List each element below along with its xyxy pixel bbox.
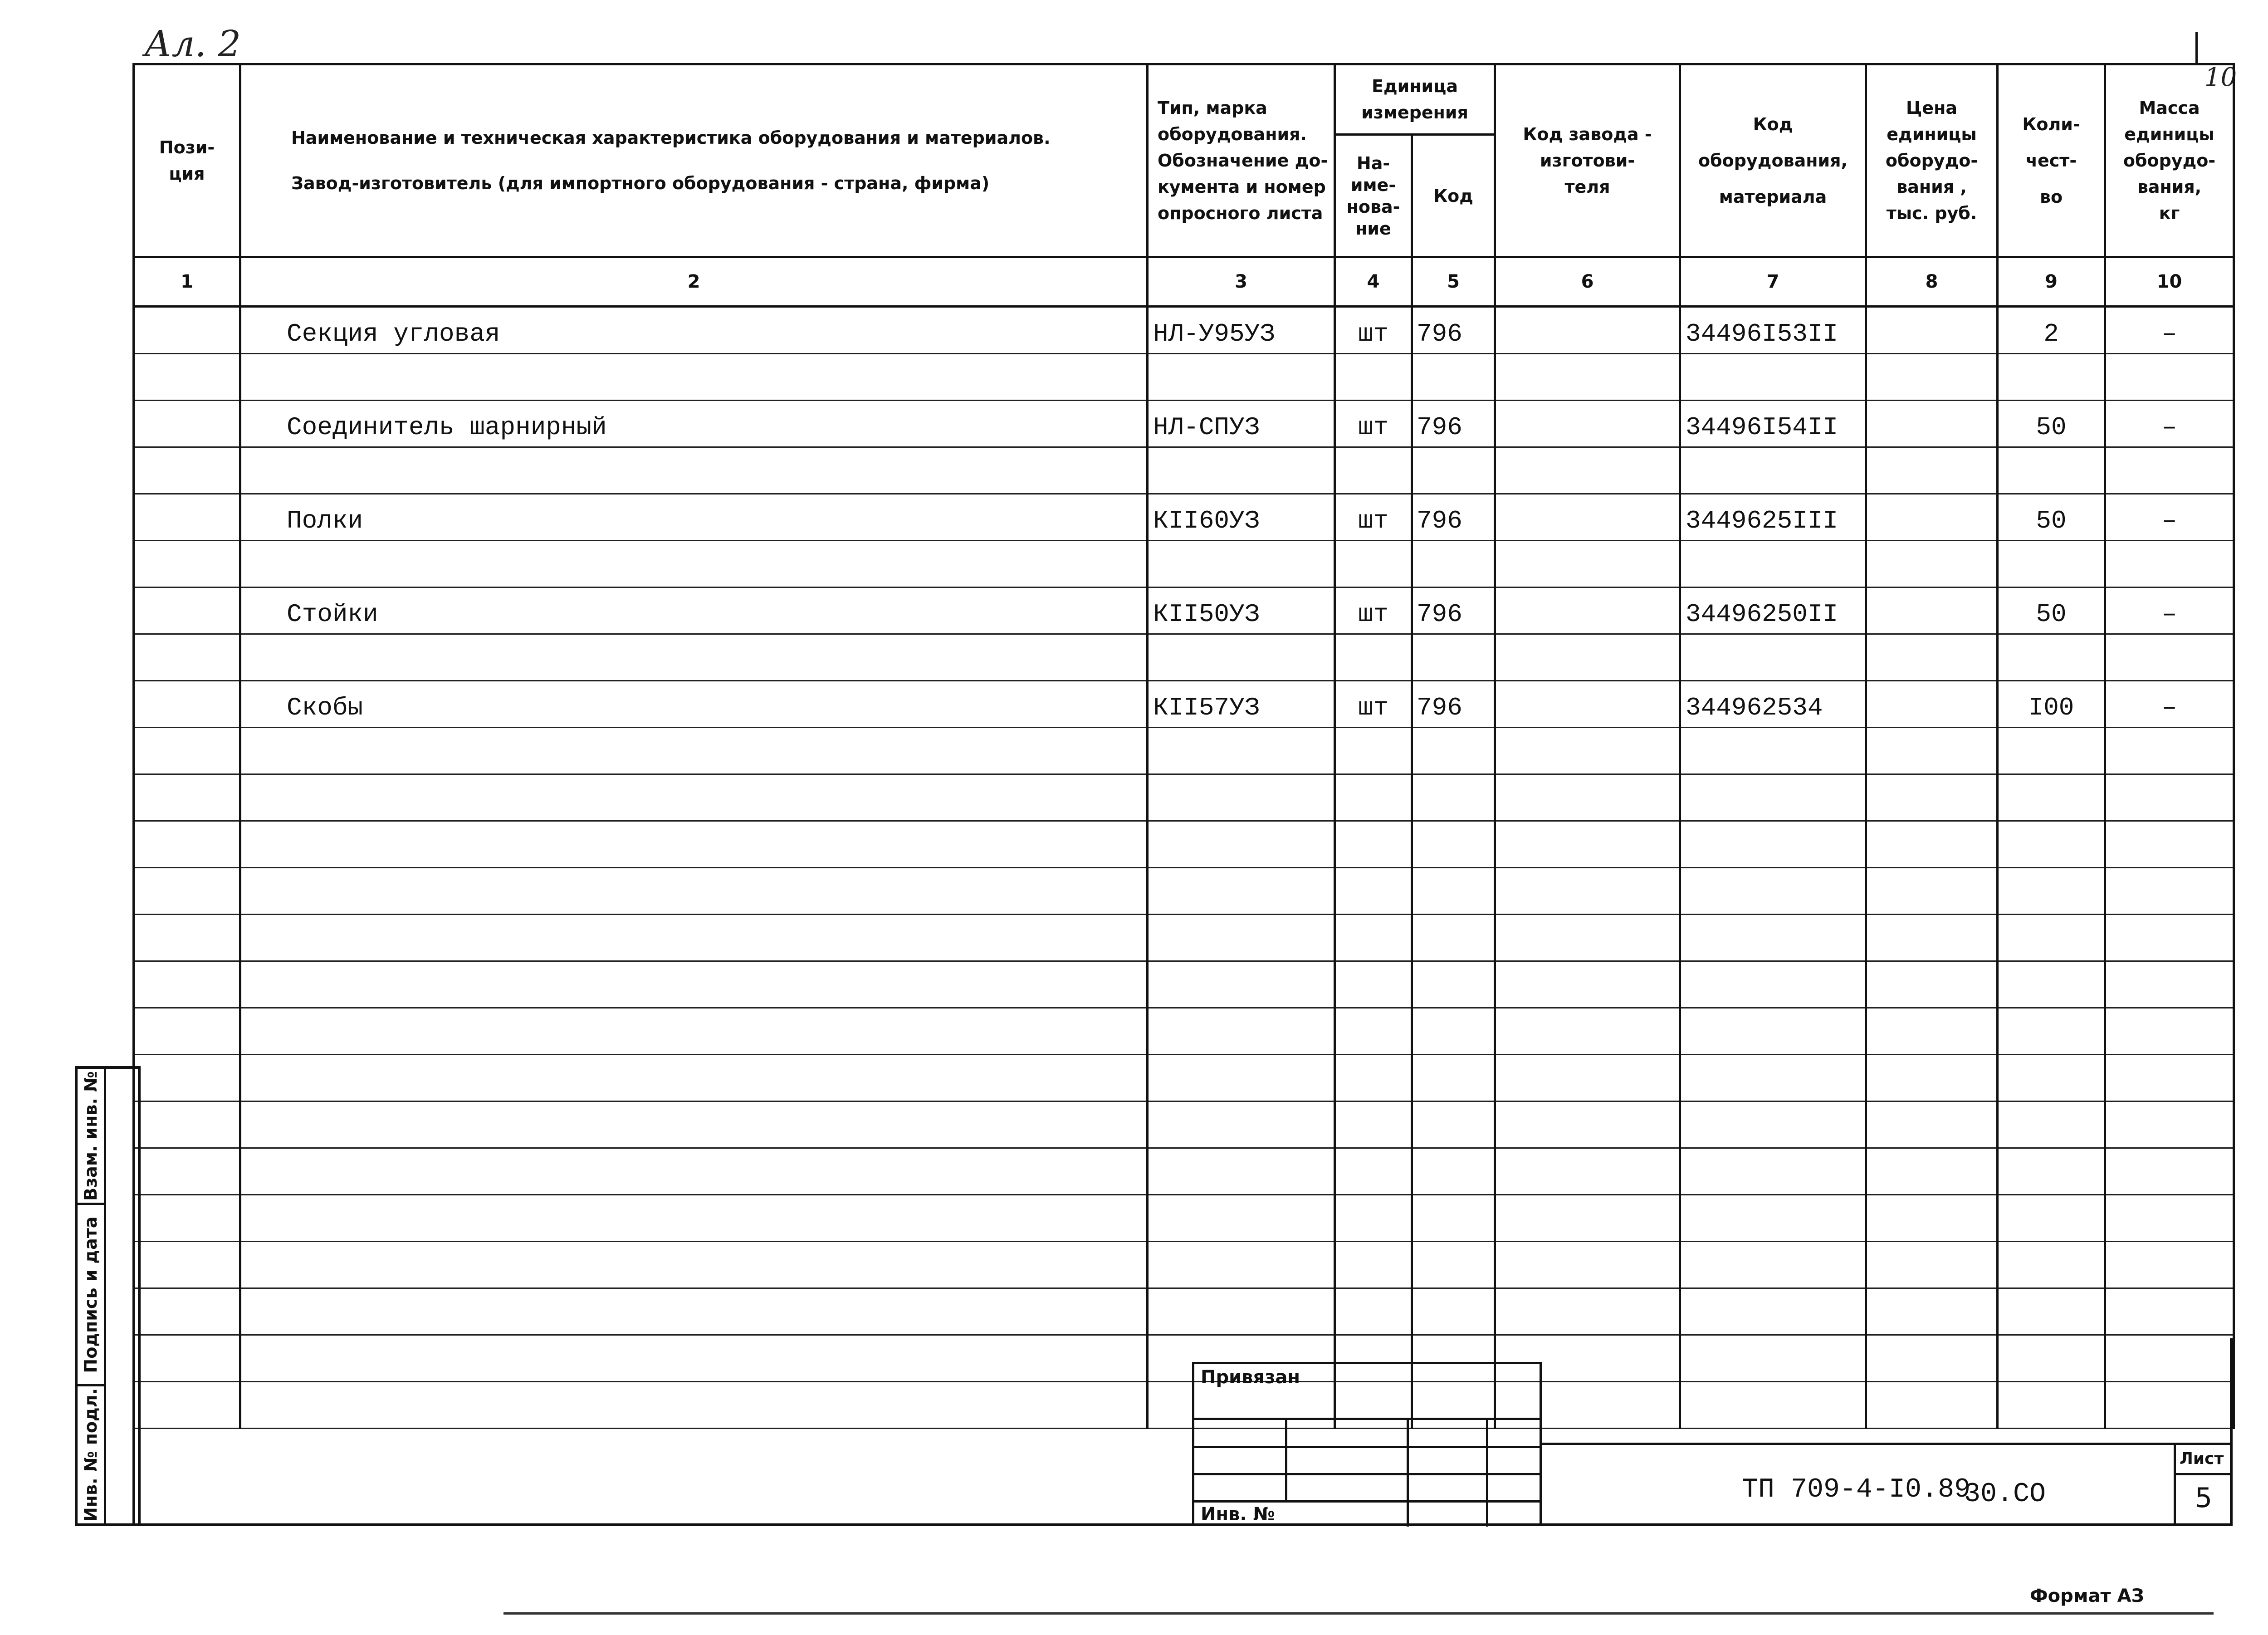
sheet-block [2174,1443,2233,1526]
cell-equipment-code [1680,728,1866,774]
table-row [134,587,2234,634]
cell-position [134,961,240,1008]
cell-unit-code [1412,1055,1495,1101]
cell-unit [1335,821,1412,868]
cell-quantity [1998,961,2105,1008]
cell-price [1866,447,1998,494]
table-row [134,634,2234,681]
footer-rule [503,1612,2214,1615]
cell-unit [1335,541,1412,587]
cell-unit [1335,1195,1412,1242]
cell-unit-code [1412,1101,1495,1148]
col-num: 3 [1148,257,1335,307]
cell-mass [2105,728,2234,774]
cell-unit-code [1412,541,1495,587]
cell-type [1148,1148,1335,1195]
column-number-row [134,257,2234,307]
cell-price [1866,401,1998,447]
cell-quantity [1998,541,2105,587]
table-row [134,541,2234,587]
cell-equipment-code [1680,1055,1866,1101]
cell-price [1866,1055,1998,1101]
cell-unit-code [1412,1288,1495,1335]
cell-type [1148,634,1335,681]
cell-position [134,541,240,587]
cell-mass [2105,1242,2234,1288]
cell-factory-code [1495,961,1680,1008]
cell-factory-code [1495,821,1680,868]
cell-unit: шт [1335,401,1412,447]
cell-position [134,1101,240,1148]
cell-type: КII50УЗ [1148,587,1335,634]
cell-name: Соединитель шарнирный [240,401,1148,447]
cell-position [134,1288,240,1335]
header-type: Тип, марка оборудования. Обозначение до- кумента и номер опросного листа [1148,64,1335,257]
cell-price [1866,961,1998,1008]
doc-code: ТП 709-4-I0.89 [1742,1474,1971,1505]
cell-unit-code [1412,1195,1495,1242]
cell-equipment-code [1680,1101,1866,1148]
stamp-label-vzam: Взам. инв. № [81,1071,101,1201]
cell-equipment-code: 3449625III [1680,494,1866,541]
stamp-cell-inv [78,1386,106,1523]
cell-equipment-code [1680,447,1866,494]
binding-block [1192,1362,1542,1526]
cell-quantity [1998,354,2105,401]
col-num: 2 [240,257,1148,307]
cell-position [134,634,240,681]
cell-unit-code: 796 [1412,307,1495,354]
cell-type [1148,541,1335,587]
cell-type [1148,354,1335,401]
cell-position [134,307,240,354]
cell-type [1148,1101,1335,1148]
cell-quantity [1998,447,2105,494]
cell-unit [1335,1148,1412,1195]
cell-factory-code [1495,494,1680,541]
cell-quantity [1998,728,2105,774]
cell-equipment-code [1680,774,1866,821]
cell-equipment-code: 34496250II [1680,587,1866,634]
specification-body [134,307,2234,1429]
cell-factory-code [1495,447,1680,494]
cell-mass [2105,821,2234,868]
cell-type [1148,915,1335,961]
cell-equipment-code [1680,1242,1866,1288]
header-price: Цена единицы оборудо- вания , тыс. руб. [1866,64,1998,257]
cell-position [134,354,240,401]
cell-quantity [1998,868,2105,915]
cell-unit-code [1412,1008,1495,1055]
cell-equipment-code [1680,1148,1866,1195]
cell-type: КII60УЗ [1148,494,1335,541]
cell-unit-code [1412,961,1495,1008]
cell-equipment-code [1680,634,1866,681]
cell-name [240,354,1148,401]
cell-name [240,774,1148,821]
cell-type [1148,447,1335,494]
specification-table [132,63,2235,1429]
stamp-label-podpis: Подпись и дата [81,1216,101,1373]
cell-quantity [1998,1148,2105,1195]
table-row [134,868,2234,915]
cell-factory-code [1495,634,1680,681]
header-unit-name: На- име- нова- ние [1335,135,1412,257]
cell-mass [2105,541,2234,587]
cell-type [1148,728,1335,774]
cell-mass [2105,354,2234,401]
handwritten-sheet-note: Ал. 2 [144,23,241,65]
cell-quantity: I00 [1998,681,2105,728]
table-row [134,354,2234,401]
cell-factory-code [1495,1195,1680,1242]
cell-price [1866,681,1998,728]
cell-price [1866,868,1998,915]
header-row-1 [134,64,2234,135]
binding-label: Привязан [1201,1367,1300,1388]
cell-name [240,961,1148,1008]
top-right-corner-mark [2195,32,2238,64]
col-num: 1 [134,257,240,307]
cell-price [1866,1288,1998,1335]
cell-position [134,494,240,541]
cell-unit [1335,961,1412,1008]
cell-factory-code [1495,681,1680,728]
cell-unit [1335,774,1412,821]
cell-equipment-code [1680,821,1866,868]
table-row [134,961,2234,1008]
cell-type [1148,1008,1335,1055]
cell-quantity [1998,1101,2105,1148]
sheet-number: 5 [2195,1482,2213,1514]
inventory-number-label: Инв. № [1201,1504,1275,1525]
cell-price [1866,1195,1998,1242]
stamp-label-inv: Инв. № подл. [81,1388,101,1522]
cell-name [240,728,1148,774]
cell-mass: – [2105,401,2234,447]
cell-position [134,681,240,728]
cell-quantity [1998,1195,2105,1242]
cell-quantity [1998,634,2105,681]
cell-equipment-code: 34496I54II [1680,401,1866,447]
cell-name [240,821,1148,868]
cell-type [1148,1288,1335,1335]
cell-type [1148,1242,1335,1288]
cell-type [1148,821,1335,868]
cell-unit-code: 796 [1412,681,1495,728]
cell-type [1148,774,1335,821]
table-row [134,1288,2234,1335]
cell-unit-code: 796 [1412,587,1495,634]
cell-mass [2105,774,2234,821]
cell-position [134,728,240,774]
cell-price [1866,1148,1998,1195]
header-quantity: Коли- чест- во [1998,64,2105,257]
cell-equipment-code: 344962534 [1680,681,1866,728]
cell-factory-code [1495,587,1680,634]
header-unit-code: Код [1412,135,1495,257]
cell-mass [2105,447,2234,494]
table-row [134,1242,2234,1288]
header-name: Наименование и техническая характеристика оборудования и материалов. Завод-изготовитель (для импортного оборудования - страна, фирма) [240,64,1148,257]
stamp-cell-vzam [78,1069,106,1205]
cell-mass [2105,1055,2234,1101]
cell-type [1148,961,1335,1008]
cell-price [1866,1101,1998,1148]
table-row [134,307,2234,354]
cell-position [134,915,240,961]
cell-name [240,1101,1148,1148]
stamp-cell-podpis [78,1205,106,1386]
cell-mass [2105,915,2234,961]
cell-name: Скобы [240,681,1148,728]
cell-factory-code [1495,1148,1680,1195]
cell-equipment-code [1680,1288,1866,1335]
doc-code-frame [1540,1443,2233,1445]
cell-unit-code: 796 [1412,494,1495,541]
header-equipment-code: Код оборудования, материала [1680,64,1866,257]
cell-unit [1335,1055,1412,1101]
cell-name [240,1242,1148,1288]
cell-factory-code [1495,1055,1680,1101]
col-num: 4 [1335,257,1412,307]
header-factory-code: Код завода - изготови- теля [1495,64,1680,257]
doc-code-suffix: 30.СО [1964,1479,2046,1510]
cell-unit-code [1412,354,1495,401]
cell-unit [1335,728,1412,774]
cell-unit: шт [1335,307,1412,354]
cell-name [240,1148,1148,1195]
cell-position [134,1242,240,1288]
cell-unit [1335,1288,1412,1335]
cell-quantity [1998,915,2105,961]
cell-position [134,1148,240,1195]
cell-quantity [1998,1055,2105,1101]
cell-unit [1335,868,1412,915]
cell-quantity [1998,1242,2105,1288]
cell-unit-code [1412,821,1495,868]
cell-price [1866,821,1998,868]
cell-name [240,1008,1148,1055]
cell-factory-code [1495,1008,1680,1055]
cell-factory-code [1495,307,1680,354]
cell-equipment-code [1680,541,1866,587]
cell-mass: – [2105,681,2234,728]
header-unit-group: Единица измерения [1335,64,1495,135]
cell-price [1866,634,1998,681]
cell-factory-code [1495,401,1680,447]
cell-equipment-code [1680,354,1866,401]
cell-position [134,401,240,447]
cell-position [134,1008,240,1055]
cell-unit-code [1412,1148,1495,1195]
margin-stamp [75,1066,141,1526]
cell-mass: – [2105,587,2234,634]
table-row [134,774,2234,821]
sheet-label: Лист [2180,1449,2224,1468]
cell-price [1866,494,1998,541]
cell-type: НЛ-СПУЗ [1148,401,1335,447]
cell-quantity: 50 [1998,587,2105,634]
cell-quantity [1998,821,2105,868]
cell-mass: – [2105,494,2234,541]
cell-unit-code [1412,634,1495,681]
cell-mass [2105,1195,2234,1242]
table-row [134,1101,2234,1148]
cell-price [1866,307,1998,354]
cell-price [1866,915,1998,961]
cell-factory-code [1495,1288,1680,1335]
cell-position [134,774,240,821]
cell-factory-code [1495,728,1680,774]
cell-price [1866,1242,1998,1288]
cell-name [240,541,1148,587]
cell-equipment-code [1680,868,1866,915]
cell-unit-code [1412,1242,1495,1288]
cell-factory-code [1495,774,1680,821]
cell-unit-code [1412,915,1495,961]
cell-quantity [1998,1008,2105,1055]
cell-name [240,1195,1148,1242]
format-label: Формат АЗ [2030,1586,2144,1606]
cell-factory-code [1495,1242,1680,1288]
cell-type [1148,1055,1335,1101]
cell-unit [1335,354,1412,401]
cell-unit: шт [1335,587,1412,634]
table-row [134,447,2234,494]
cell-unit [1335,1242,1412,1288]
cell-mass [2105,961,2234,1008]
cell-unit-code [1412,774,1495,821]
cell-name [240,915,1148,961]
cell-quantity [1998,1288,2105,1335]
cell-mass [2105,1101,2234,1148]
cell-position [134,868,240,915]
cell-unit-code: 796 [1412,401,1495,447]
cell-factory-code [1495,354,1680,401]
cell-price [1866,774,1998,821]
table-row [134,494,2234,541]
cell-position [134,821,240,868]
cell-quantity [1998,774,2105,821]
col-num: 6 [1495,257,1680,307]
cell-unit [1335,447,1412,494]
cell-position [134,1195,240,1242]
cell-name [240,1055,1148,1101]
cell-factory-code [1495,868,1680,915]
col-num: 8 [1866,257,1998,307]
table-row [134,1195,2234,1242]
cell-type: КII57УЗ [1148,681,1335,728]
cell-mass [2105,868,2234,915]
cell-unit [1335,915,1412,961]
cell-position [134,587,240,634]
table-row [134,401,2234,447]
table-row [134,1148,2234,1195]
header-position: Пози- ция [134,64,240,257]
table-row [134,728,2234,774]
table-row [134,1008,2234,1055]
cell-equipment-code [1680,915,1866,961]
cell-name: Стойки [240,587,1148,634]
header-mass: Масса единицы оборудо- вания, кг [2105,64,2234,257]
cell-price [1866,587,1998,634]
cell-position [134,447,240,494]
cell-type [1148,1195,1335,1242]
cell-position [134,1055,240,1101]
cell-unit-code [1412,728,1495,774]
cell-unit [1335,1101,1412,1148]
col-num: 9 [1998,257,2105,307]
cell-price [1866,354,1998,401]
col-num: 7 [1680,257,1866,307]
cell-type [1148,868,1335,915]
cell-mass: – [2105,307,2234,354]
cell-unit-code [1412,447,1495,494]
cell-name [240,447,1148,494]
cell-price [1866,728,1998,774]
table-row [134,915,2234,961]
cell-mass [2105,1148,2234,1195]
cell-equipment-code [1680,1008,1866,1055]
cell-name [240,868,1148,915]
cell-unit: шт [1335,494,1412,541]
table-row [134,821,2234,868]
table-row [134,681,2234,728]
cell-factory-code [1495,915,1680,961]
cell-mass [2105,1008,2234,1055]
cell-unit [1335,1008,1412,1055]
cell-mass [2105,634,2234,681]
cell-equipment-code [1680,961,1866,1008]
cell-quantity: 50 [1998,401,2105,447]
cell-factory-code [1495,1101,1680,1148]
handwritten-page-number: 10 [2204,63,2237,92]
cell-price [1866,541,1998,587]
table-row [134,1055,2234,1101]
col-num: 10 [2105,257,2234,307]
cell-name: Полки [240,494,1148,541]
cell-equipment-code [1680,1195,1866,1242]
cell-equipment-code: 34496I53II [1680,307,1866,354]
cell-name [240,1288,1148,1335]
cell-name: Секция угловая [240,307,1148,354]
cell-price [1866,1008,1998,1055]
cell-unit-code [1412,868,1495,915]
cell-name [240,634,1148,681]
col-num: 5 [1412,257,1495,307]
cell-mass [2105,1288,2234,1335]
cell-quantity: 50 [1998,494,2105,541]
cell-unit: шт [1335,681,1412,728]
cell-quantity: 2 [1998,307,2105,354]
cell-unit [1335,634,1412,681]
cell-type: НЛ-У95УЗ [1148,307,1335,354]
cell-factory-code [1495,541,1680,587]
